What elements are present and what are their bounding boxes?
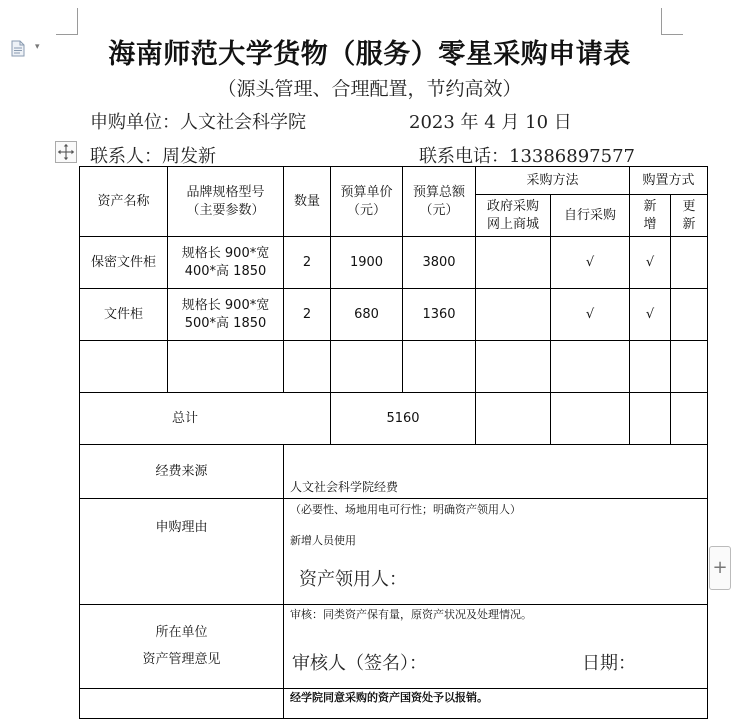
header-gov-mall-line1: 政府采购 [486,198,539,214]
reason-value: 新增人员使用 [290,534,356,547]
empty-cell[interactable] [630,393,671,445]
funding-cell[interactable] [284,445,708,499]
quantity-cell[interactable]: 2 [284,237,331,289]
header-new-line2: 增 [643,216,657,232]
page-title: 海南师范大学货物（服务）零星采购申请表 [108,39,631,70]
header-renew-line2: 新 [682,216,696,232]
gov-mall-cell[interactable] [476,289,551,341]
opinion-hint: 审核：同类资产保有量，原资产状况及处理情况。 [290,608,532,621]
empty-cell[interactable] [671,341,708,393]
page-subtitle: （源头管理、合理配置，节约高效） [217,78,522,100]
signer-label: 审核人（签名）： [292,653,427,674]
crop-mark [77,8,78,35]
opinion-cell[interactable] [284,605,708,689]
procurement-table [79,166,708,719]
self-purchase-check[interactable]: √ [551,237,630,289]
header-total-line2: （元） [419,202,459,218]
empty-cell[interactable] [80,341,168,393]
spec-cell[interactable] [168,237,284,289]
header-purchase-method: 采购方法 [476,167,630,195]
recipient-label: 资产领用人： [299,569,407,590]
header-asset-name: 资产名称 [80,167,168,237]
table-move-handle-icon[interactable] [55,141,77,163]
header-brand-model-line2: （主要参数） [186,202,265,218]
renew-check[interactable] [671,289,708,341]
spec-cell[interactable] [168,289,284,341]
unit-price-cell[interactable]: 1900 [331,237,403,289]
contact-person: 联系人：周发新 [90,146,216,167]
header-renew-line1: 更 [682,198,696,214]
header-unit-price-line1: 预算单价 [340,184,393,200]
header-unit-price-line2: （元） [346,202,386,218]
funding-label: 经费来源 [80,445,284,499]
reason-cell[interactable] [284,499,708,605]
bottom-note-cell[interactable] [284,689,708,719]
applicant-unit: 申购单位：人文社会科学院 [90,112,306,133]
empty-cell[interactable] [403,341,476,393]
application-date: 2023 年 4 月 10 日 [409,112,572,133]
header-unit-price [331,167,403,237]
add-row-button[interactable]: + [709,546,731,590]
contact-phone: 联系电话：13386897577 [419,146,635,167]
renew-check[interactable] [671,237,708,289]
header-self-purchase: 自行采购 [551,195,630,237]
empty-cell[interactable] [168,341,284,393]
quantity-cell[interactable]: 2 [284,289,331,341]
spec-line1: 规格长 900*宽 [181,245,270,261]
total-cell[interactable]: 1360 [403,289,476,341]
empty-cell[interactable] [331,341,403,393]
opinion-label-line2: 资产管理意见 [142,652,221,667]
header-renew [671,195,708,237]
asset-name-cell[interactable]: 保密文件柜 [80,237,168,289]
header-acquire-method: 购置方式 [630,167,708,195]
crop-mark [661,8,662,35]
opinion-label [80,605,284,689]
header-gov-mall [476,195,551,237]
total-value[interactable]: 5160 [331,393,476,445]
empty-cell[interactable] [551,341,630,393]
funding-value: 人文社会科学院经费 [290,480,399,494]
table-row [80,237,708,289]
header-new [630,195,671,237]
reason-row [80,499,708,605]
gov-mall-cell[interactable] [476,237,551,289]
chevron-down-icon[interactable]: ▾ [35,42,40,52]
asset-name-cell[interactable]: 文件柜 [80,289,168,341]
reason-hint: （必要性、场地用电可行性；明确资产领用人） [290,503,521,516]
empty-cell[interactable] [476,341,551,393]
opinion-label-line1: 所在单位 [155,625,208,640]
opinion-row [80,605,708,689]
unit-price-cell[interactable]: 680 [331,289,403,341]
self-purchase-check[interactable]: √ [551,289,630,341]
reason-label: 申购理由 [80,499,284,605]
empty-cell[interactable] [284,341,331,393]
empty-cell [80,689,284,719]
header-brand-model [168,167,284,237]
total-row [80,393,708,445]
header-new-line1: 新 [643,198,657,214]
date-label: 日期： [582,653,636,674]
empty-cell[interactable] [551,393,630,445]
funding-row [80,445,708,499]
header-total-line1: 预算总额 [412,184,465,200]
bottom-row [80,689,708,719]
header-quantity: 数量 [284,167,331,237]
header-total [403,167,476,237]
table-row [80,289,708,341]
header-gov-mall-line2: 网上商城 [486,216,539,232]
total-cell[interactable]: 3800 [403,237,476,289]
header-brand-model-line1: 品牌规格型号 [186,184,265,200]
empty-cell[interactable] [630,341,671,393]
spec-line2: 400*高 1850 [184,263,267,279]
spec-line2: 500*高 1850 [184,315,267,331]
spec-line1: 规格长 900*宽 [181,297,270,313]
total-label: 总计 [80,393,331,445]
empty-cell[interactable] [671,393,708,445]
new-check[interactable]: √ [630,237,671,289]
new-check[interactable]: √ [630,289,671,341]
empty-cell[interactable] [476,393,551,445]
table-row-empty [80,341,708,393]
bottom-note: 经学院同意采购的资产国资处予以报销。 [290,691,488,704]
